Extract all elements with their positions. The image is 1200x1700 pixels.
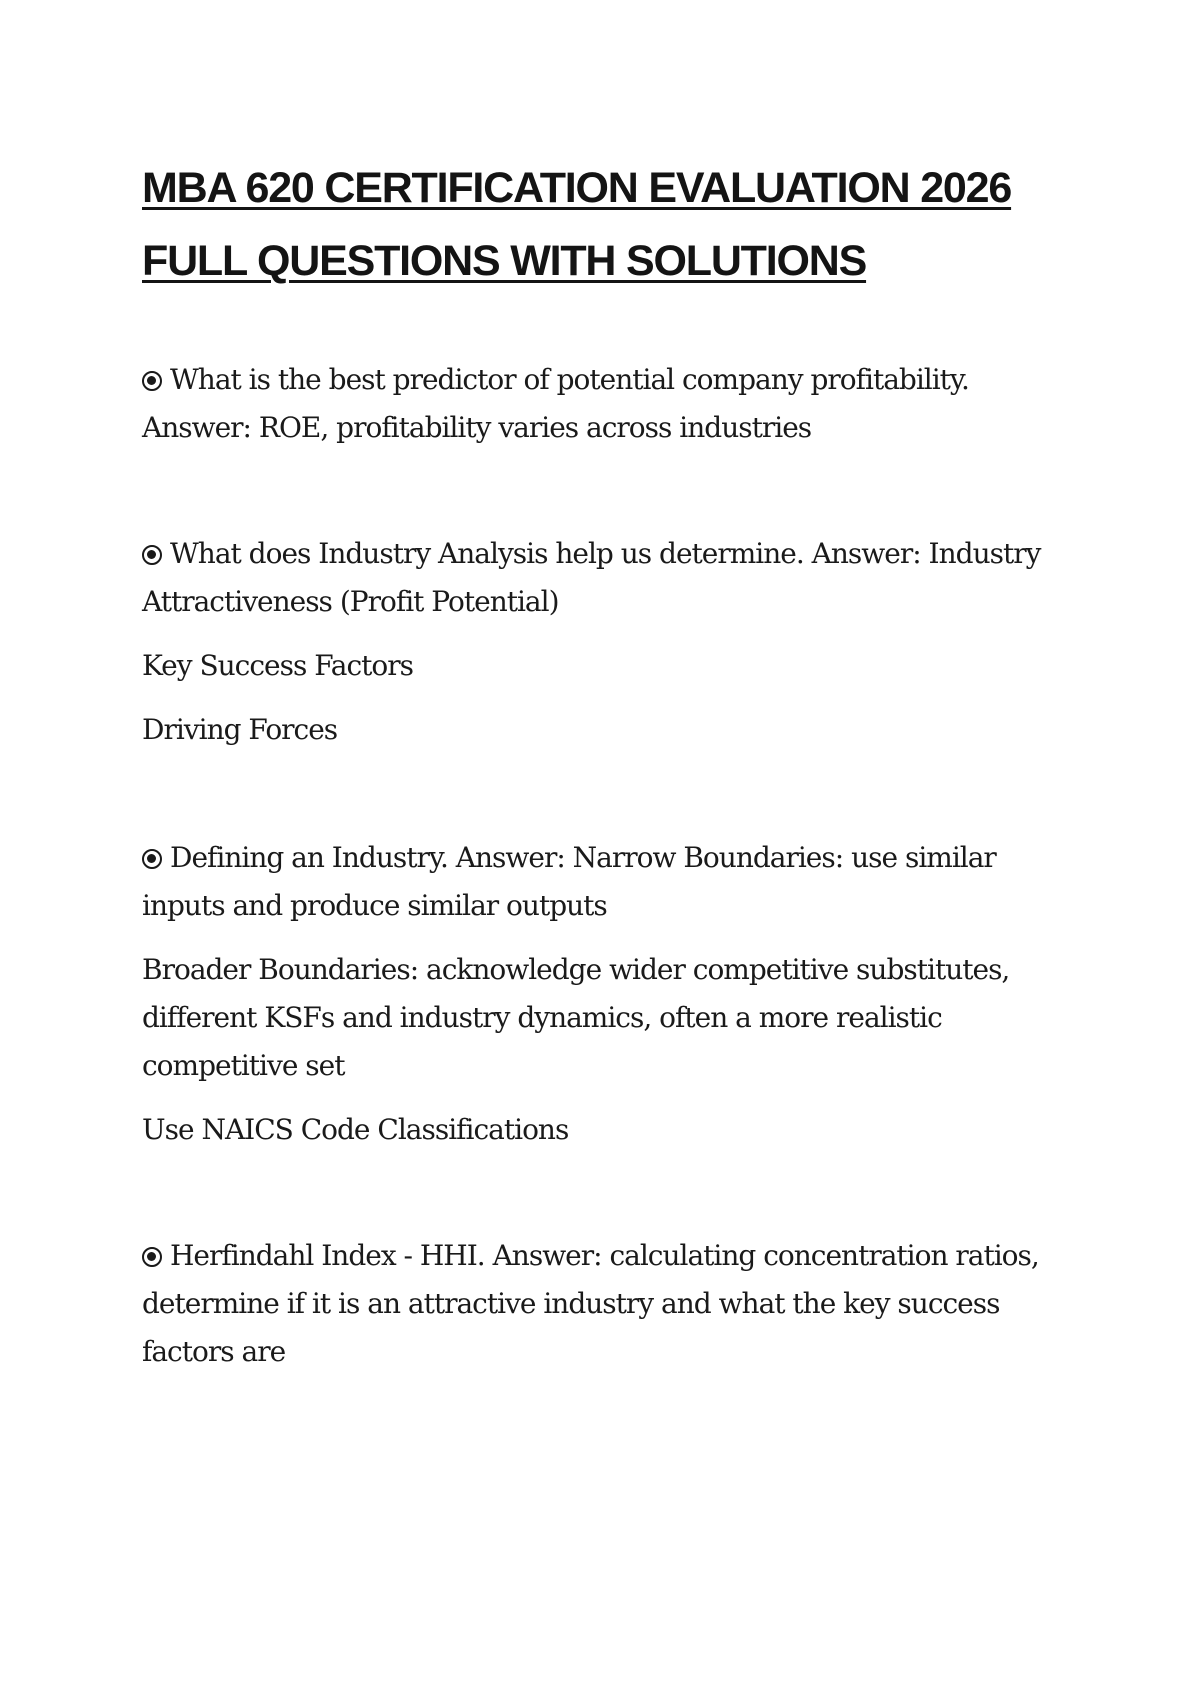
qa-item-1-question: What is the best predictor of potential company profitability. Answer: ROE, profitability varies across industries xyxy=(142,363,969,444)
qa-item-2-question: What does Industry Analysis help us determine. Answer: Industry Attractiveness (Profit Potential) xyxy=(142,537,1041,618)
qa-item-1 xyxy=(142,356,1082,452)
qa-item-3-detail-2: Use NAICS Code Classifications xyxy=(142,1113,569,1146)
radio-bullet-icon xyxy=(142,849,162,869)
qa-item-4 xyxy=(142,1232,1082,1376)
qa-item-3 xyxy=(142,834,1082,1154)
qa-item-2-detail-2: Driving Forces xyxy=(142,713,338,746)
qa-item-2 xyxy=(142,530,1082,754)
title-line-1: MBA 620 CERTIFICATION EVALUATION 2026 xyxy=(142,164,1012,212)
qa-item-3-detail-1: Broader Boundaries: acknowledge wider competitive substitutes, different KSFs and industry dynamics, often a more realistic competitive set xyxy=(142,953,1010,1082)
qa-item-3-question: Defining an Industry. Answer: Narrow Boundaries: use similar inputs and produce similar outputs xyxy=(142,841,996,922)
document-title xyxy=(142,152,1062,298)
title-line-2: FULL QUESTIONS WITH SOLUTIONS xyxy=(142,237,867,285)
radio-bullet-icon xyxy=(142,1247,162,1267)
qa-item-2-detail-1: Key Success Factors xyxy=(142,649,414,682)
radio-bullet-icon xyxy=(142,545,162,565)
radio-bullet-icon xyxy=(142,371,162,391)
qa-item-4-question: Herfindahl Index - HHI. Answer: calculating concentration ratios, determine if it is an attractive industry and what the key success factors are xyxy=(142,1239,1039,1368)
